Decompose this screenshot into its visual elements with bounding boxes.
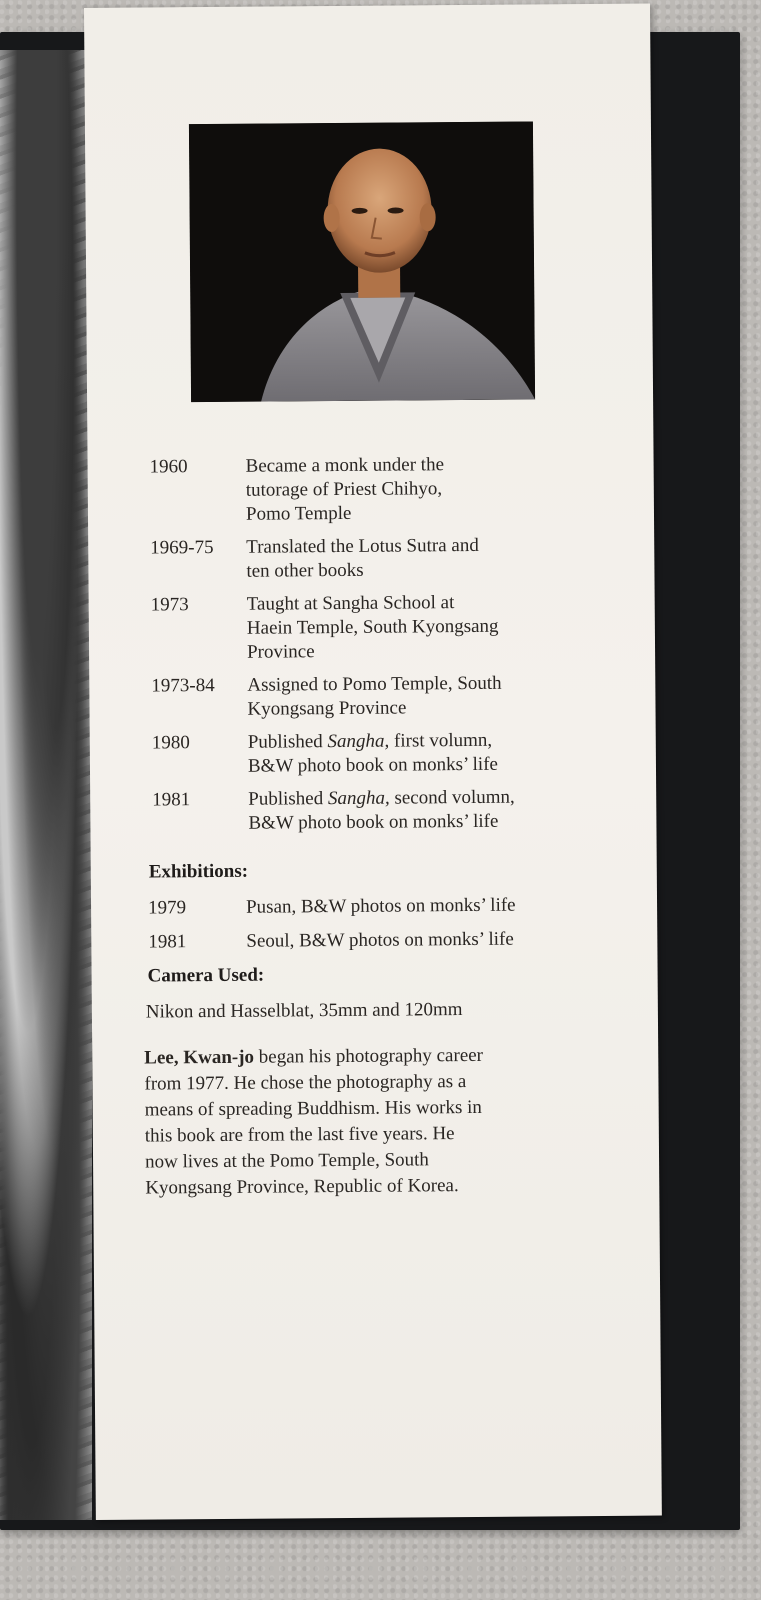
dust-jacket-flap [84, 4, 662, 1520]
desc-line: Haein Temple, South Kyongsang [246, 615, 499, 639]
bio-line [144, 1042, 614, 1072]
desc-line [248, 729, 498, 755]
timeline-entry [150, 452, 611, 528]
bio-line: Kyongsang Province, Republic of Korea. [145, 1175, 459, 1199]
timeline-year: 1981 [152, 789, 191, 811]
bio-text: began his photography career [253, 1044, 484, 1068]
desc-line: Kyongsang Province [247, 697, 407, 720]
desc-line: Became a monk under the [245, 454, 445, 477]
biography-timeline [150, 452, 613, 846]
desc-line: Translated the Lotus Sutra and [246, 534, 479, 558]
camera-heading: Camera Used: [147, 964, 265, 987]
desc-line [248, 786, 515, 812]
timeline-description [246, 534, 479, 584]
book-title: Sangha, [327, 730, 390, 753]
bio-line: now lives at the Pomo Temple, South [144, 1149, 429, 1173]
desc-text: second volumn, [389, 786, 515, 809]
desc-line: Pomo Temple [245, 502, 352, 525]
desc-line: Assigned to Pomo Temple, South [247, 672, 502, 696]
exhibitions-heading: Exhibitions: [148, 860, 249, 883]
timeline-entry [152, 785, 612, 837]
timeline-year: 1973 [150, 594, 189, 616]
timeline-year: 1960 [149, 456, 188, 478]
author-portrait-photo [189, 121, 535, 402]
camera-description: Nikon and Hasselblat, 35mm and 120mm [145, 999, 463, 1023]
exhibition-year: 1981 [148, 931, 187, 953]
exhibition-text: Pusan, B&W photos on monks’ life [245, 894, 516, 918]
desc-text: first volumn, [389, 729, 493, 752]
desc-text: Published [247, 731, 328, 753]
exhibitions-list [148, 893, 609, 965]
timeline-description [246, 453, 445, 527]
timeline-entry [152, 728, 612, 780]
timeline-description [247, 591, 499, 665]
book-title: Sangha, [327, 787, 390, 810]
timeline-year: 1973-84 [151, 674, 215, 697]
timeline-entry [151, 671, 611, 723]
desc-line: Province [246, 641, 315, 663]
timeline-year: 1969-75 [150, 536, 214, 559]
timeline-entry [151, 590, 612, 666]
bio-line: means of spreading Buddhism. His works in [144, 1096, 482, 1121]
timeline-description [247, 672, 502, 722]
desc-text: Published [248, 788, 329, 810]
bio-line: this book are from the last five years. He [144, 1123, 455, 1147]
author-bio [144, 1042, 615, 1202]
exhibition-entry [148, 893, 608, 921]
desc-line: ten other books [246, 559, 364, 582]
author-name: Lee, Kwan-jo [144, 1046, 255, 1069]
exhibition-text: Seoul, B&W photos on monks’ life [246, 928, 514, 952]
timeline-description [248, 786, 515, 836]
cover-illustration [0, 50, 92, 1520]
timeline-description [248, 729, 498, 779]
desc-line: B&W photo book on monks’ life [247, 753, 499, 777]
exhibition-year: 1979 [147, 897, 187, 919]
desc-line: B&W photo book on monks’ life [248, 810, 499, 834]
timeline-year: 1980 [151, 732, 190, 754]
desc-line: Taught at Sangha School at [246, 592, 455, 615]
bio-line: from 1977. He chose the photography as a [144, 1071, 467, 1095]
desc-line: tutorage of Priest Chihyo, [245, 478, 443, 501]
exhibition-entry [148, 927, 608, 955]
timeline-entry [150, 533, 610, 585]
